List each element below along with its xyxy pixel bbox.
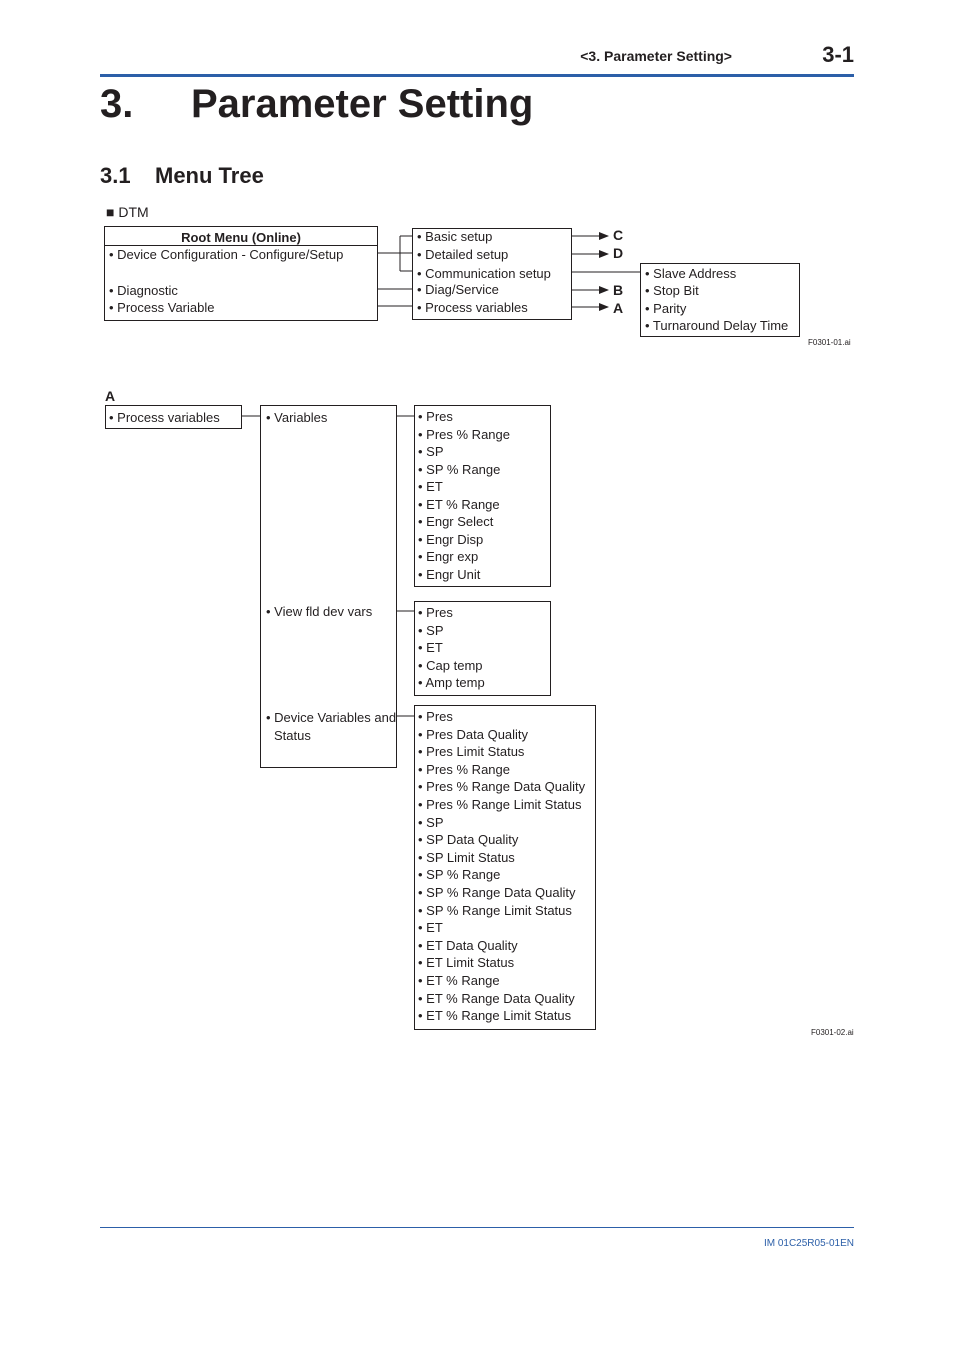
dtm-label: ■ DTM xyxy=(106,204,149,220)
status-item: • ET Data Quality xyxy=(418,937,518,953)
chapter-number: 3. xyxy=(100,82,134,126)
menu-item-communication-setup: • Communication setup xyxy=(417,266,551,281)
footer-rule xyxy=(100,1227,854,1228)
menu-item-basic-setup: • Basic setup xyxy=(417,229,493,244)
menu-item-process-variables: • Process variables xyxy=(417,300,528,315)
pv-level2-box xyxy=(260,405,397,768)
status-item: • ET % Range Limit Status xyxy=(418,1008,572,1024)
variables-list-box xyxy=(414,405,551,587)
menu-item-detailed-setup: • Detailed setup xyxy=(417,247,509,262)
status-item: • ET % Range xyxy=(418,973,500,988)
status-item: • SP Data Quality xyxy=(418,832,519,848)
variables-item: • Engr Disp xyxy=(418,531,484,547)
view-item: • SP xyxy=(418,622,444,638)
communication-setup-box xyxy=(640,263,800,337)
variables-item: • ET xyxy=(418,479,443,494)
status-item: • Pres Limit Status xyxy=(418,744,525,760)
document-number: IM 01C25R05-01EN xyxy=(763,1238,854,1249)
section-number: 3.1 xyxy=(100,163,131,188)
variables-item: • Pres % Range xyxy=(418,426,510,442)
variables-item: • SP xyxy=(418,444,444,459)
figure2-label-a: A xyxy=(105,388,116,404)
status-item: • SP % Range xyxy=(418,867,501,883)
marker-a: A xyxy=(613,300,624,316)
marker-d: D xyxy=(613,245,624,261)
comm-item-parity: • Parity xyxy=(645,301,687,316)
figure-id-2: F0301-02.ai xyxy=(811,1028,854,1037)
variables-item: • Engr exp xyxy=(418,549,479,564)
section-title: Menu Tree xyxy=(155,163,264,188)
status-item: • ET xyxy=(418,920,443,936)
comm-item-slave-address: • Slave Address xyxy=(645,266,737,281)
pv-item-device-variables-and-status: • Device Variables and xyxy=(266,710,397,725)
view-item: • Cap temp xyxy=(418,657,483,673)
status-item: • ET % Range Data Quality xyxy=(418,990,575,1006)
chapter-title: Parameter Setting xyxy=(191,82,534,126)
view-item: • ET xyxy=(418,640,443,655)
root-menu-title-divider xyxy=(105,245,377,246)
comm-item-turnaround-delay: • Turnaround Delay Time xyxy=(645,318,789,333)
pv-item-device-variables-and-status-cont: Status xyxy=(274,728,311,743)
root-item-device-configuration: • Device Configuration - Configure/Setup xyxy=(109,247,344,262)
status-item: • Pres % Range xyxy=(418,761,510,777)
page-number: 3-1 xyxy=(822,42,854,67)
status-item: • SP Limit Status xyxy=(418,849,515,865)
figure-id-1: F0301-01.ai xyxy=(808,338,851,347)
device-variables-status-box xyxy=(414,705,596,1030)
root-item-diagnostic: • Diagnostic xyxy=(109,283,178,298)
marker-b: B xyxy=(613,282,624,298)
pv-root-item: • Process variables xyxy=(109,410,220,425)
view-fld-dev-vars-box xyxy=(414,601,551,696)
view-item: • Amp temp xyxy=(418,675,485,690)
status-item: • Pres % Range Limit Status xyxy=(418,797,582,812)
variables-item: • ET % Range xyxy=(418,496,500,512)
level2-menu-box xyxy=(412,228,572,320)
variables-item: • SP % Range xyxy=(418,461,501,477)
menu-item-diag-service: • Diag/Service xyxy=(417,282,499,297)
marker-c: C xyxy=(613,227,624,243)
variables-item: • Pres xyxy=(418,409,453,424)
root-menu-title: Root Menu (Online) xyxy=(181,230,301,245)
running-header: <3. Parameter Setting> xyxy=(580,48,732,64)
process-variables-root-box xyxy=(105,405,242,429)
pv-item-variables: • Variables xyxy=(266,410,328,425)
root-item-process-variable: • Process Variable xyxy=(109,300,215,315)
status-item: • SP % Range Data Quality xyxy=(418,885,576,900)
status-item: • Pres Data Quality xyxy=(418,726,529,742)
status-item: • ET Limit Status xyxy=(418,955,515,971)
variables-item: • Engr Unit xyxy=(418,566,481,582)
status-item: • SP xyxy=(418,814,444,830)
view-item: • Pres xyxy=(418,605,453,620)
variables-item: • Engr Select xyxy=(418,514,494,529)
status-item: • Pres % Range Data Quality xyxy=(418,779,586,795)
comm-item-stop-bit: • Stop Bit xyxy=(645,283,699,298)
pv-item-view-fld-dev-vars: • View fld dev vars xyxy=(266,604,373,619)
status-item: • SP % Range Limit Status xyxy=(418,902,572,918)
root-menu-box xyxy=(104,226,378,321)
status-item: • Pres xyxy=(418,709,453,724)
